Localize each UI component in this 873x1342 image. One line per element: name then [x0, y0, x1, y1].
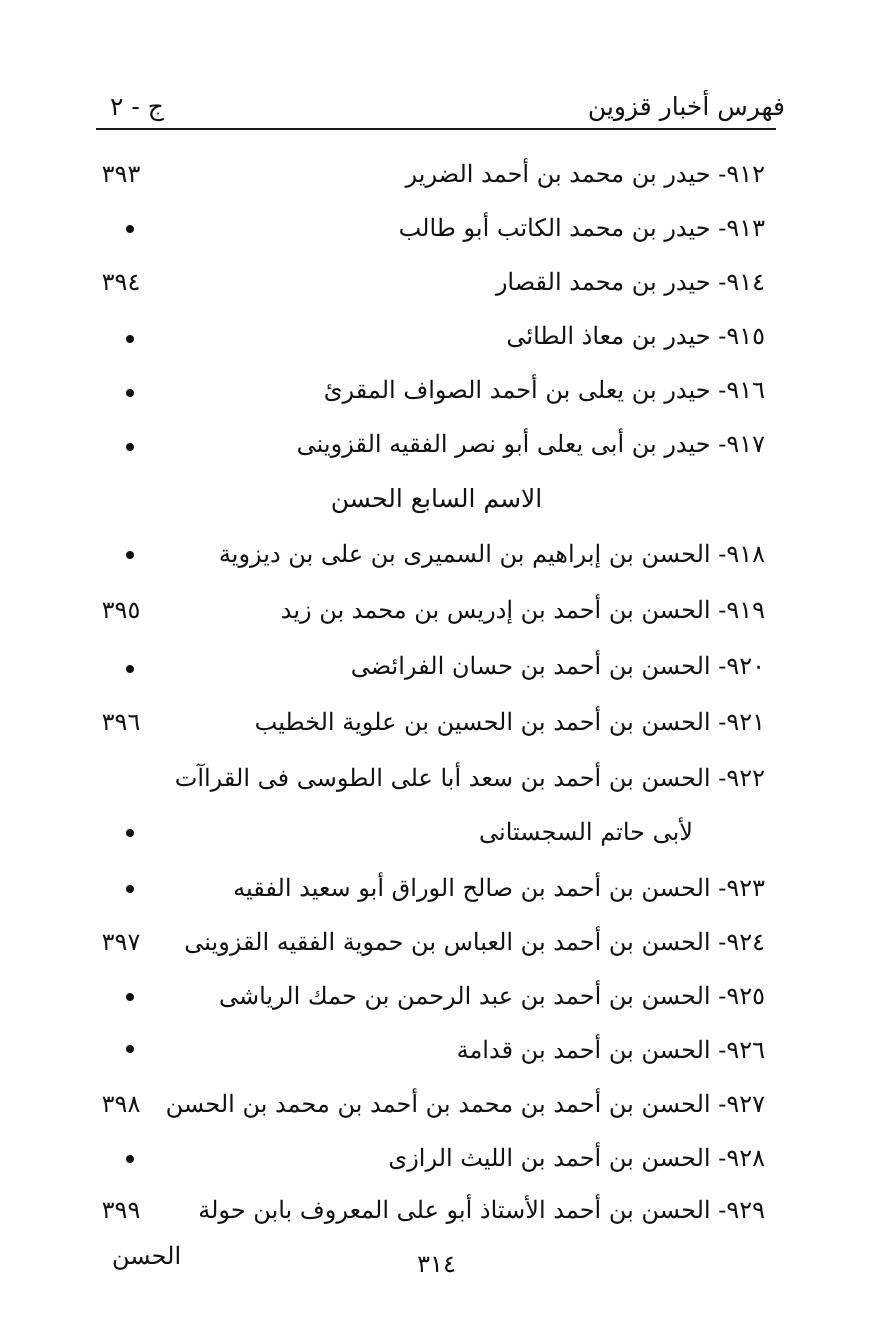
page-number: ٣٩٦ — [101, 708, 141, 736]
index-entry: ٩٢٩- الحسن بن أحمد الأستاذ أبو على المعروف بابن حولة — [198, 1196, 765, 1224]
page-number: ٣٩٩ — [101, 1196, 141, 1224]
index-entry: ٩٢٣- الحسن بن أحمد بن صالح الوراق أبو سعيد الفقيه — [233, 874, 765, 902]
index-entry: ٩٢٧- الحسن بن أحمد بن محمد بن أحمد بن محمد بن الحسن — [165, 1090, 765, 1118]
header-rule — [96, 128, 776, 130]
ditto-mark — [126, 1045, 134, 1053]
catchword: الحسن — [112, 1242, 182, 1270]
index-entry: ٩٢٦- الحسن بن أحمد بن قدامة — [456, 1036, 765, 1064]
ditto-mark — [126, 335, 134, 343]
section-heading: الاسم السابع الحسن — [330, 484, 543, 513]
index-entry: ٩٢٤- الحسن بن أحمد بن العباس بن حموية الفقيه القزوينى — [184, 928, 765, 956]
running-header-title: فهرس أخبار قزوين — [587, 92, 785, 121]
index-entry: ٩٢٠- الحسن بن أحمد بن حسان الفرائضى — [350, 652, 765, 680]
index-entry: ٩١٤- حيدر بن محمد القصار — [495, 268, 765, 296]
folio-number: ٣١٤ — [417, 1250, 456, 1278]
ditto-mark — [126, 1155, 134, 1163]
index-entry: ٩١٥- حيدر بن معاذ الطائى — [506, 322, 765, 350]
index-entry: ٩١٩- الحسن بن أحمد بن إدريس بن محمد بن زيد — [280, 596, 765, 624]
ditto-mark — [126, 993, 134, 1001]
ditto-mark — [126, 665, 134, 673]
index-entry: ٩٢٨- الحسن بن أحمد بن الليث الرازى — [388, 1144, 765, 1172]
index-entry: ٩١٨- الحسن بن إبراهيم بن السميرى بن على بن ديزوية — [218, 540, 765, 568]
ditto-mark — [126, 829, 134, 837]
ditto-mark — [126, 389, 134, 397]
index-entry: ٩١٣- حيدر بن محمد الكاتب أبو طالب — [398, 214, 765, 242]
index-entry: ٩٢١- الحسن بن أحمد بن الحسين بن علوية الخطيب — [254, 708, 765, 736]
index-entry: ٩٢٢- الحسن بن أحمد بن سعد أبا على الطوسى فى القراآت — [174, 764, 765, 792]
entry-continuation: لأبى حاتم السجستانى — [479, 818, 693, 846]
ditto-mark — [126, 443, 134, 451]
page-number: ٣٩٥ — [101, 596, 141, 624]
ditto-mark — [126, 551, 134, 559]
index-entry: ٩١٢- حيدر بن محمد بن أحمد الضرير — [405, 160, 765, 188]
page-number: ٣٩٨ — [101, 1090, 141, 1118]
page-number: ٣٩٤ — [101, 268, 141, 296]
index-entry: ٩٢٥- الحسن بن أحمد بن عبد الرحمن بن حمك الرياشى — [218, 982, 765, 1010]
page-number: ٣٩٧ — [101, 928, 141, 956]
page-number: ٣٩٣ — [101, 160, 141, 188]
index-entry: ٩١٦- حيدر بن يعلى بن أحمد الصواف المقرئ — [323, 376, 765, 404]
index-entry: ٩١٧- حيدر بن أبى يعلى أبو نصر الفقيه القزوينى — [296, 430, 765, 458]
ditto-mark — [126, 885, 134, 893]
running-header-volume: ج - ٢ — [110, 92, 164, 121]
ditto-mark — [126, 225, 134, 233]
